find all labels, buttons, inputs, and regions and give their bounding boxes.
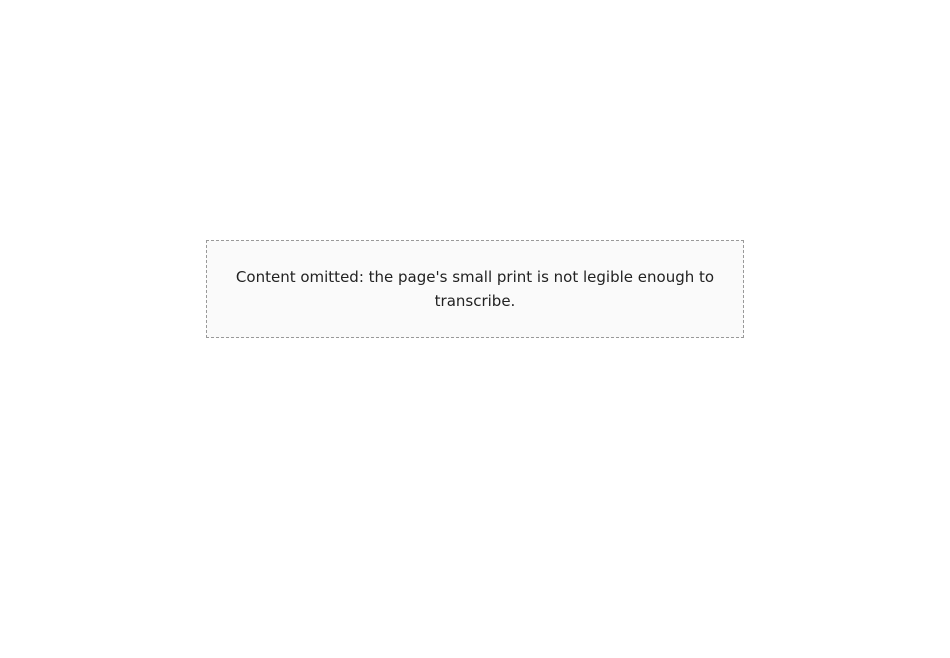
notice-message: Content omitted: the page's small print is not legible enough to transcribe. <box>235 268 715 310</box>
unreadable-notice <box>206 240 744 338</box>
